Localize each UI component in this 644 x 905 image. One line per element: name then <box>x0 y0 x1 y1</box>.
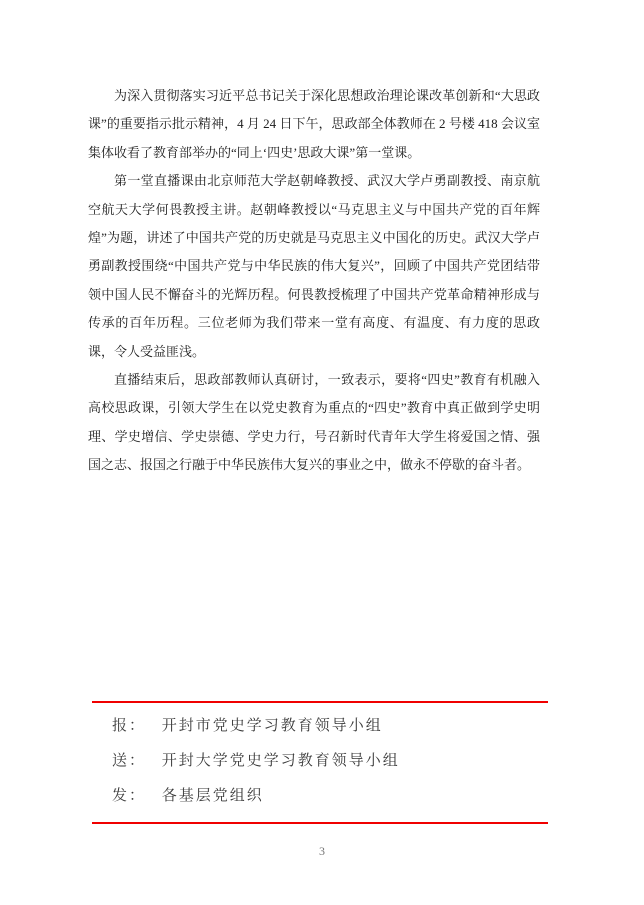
footer-row-report <box>112 709 548 744</box>
footer-row-send <box>112 744 548 779</box>
paragraph-discussion: 直播结束后，思政部教师认真研讨，一致表示，要将“四史”教育有机融入高校思政课，引领大学生在以党史教育为重点的“四史”教育中真正做到学史明理、学史增信、学史崇德、学史力行，号召新时代青年大学生将爱国之情、强国之志、报国之行融于中华民族伟大复兴的事业之中，做永不停歇的奋斗者。 <box>88 372 540 473</box>
footer-label-report: 报： <box>112 718 147 734</box>
paragraph-intro: 为深入贯彻落实习近平总书记关于深化思想政治理论课改革创新和“大思政课”的重要指示批示精神，4 月 24 日下午，思政部全体教师在 2 号楼 418 会议室集体收看了教育部举办的“同上‘四史’思政大课”第一堂课。 <box>88 88 540 160</box>
document-body <box>88 82 540 480</box>
footer-row-distribute <box>112 779 548 814</box>
footer-label-send: 送： <box>112 753 147 769</box>
footer-value-send: 开封大学党史学习教育领导小组 <box>161 753 400 769</box>
paragraph-lecture-summary: 第一堂直播课由北京师范大学赵朝峰教授、武汉大学卢勇副教授、南京航空航天大学何畏教授主讲。赵朝峰教授以“马克思主义与中国共产党的百年辉煌”为题，讲述了中国共产党的历史就是马克思主义中国化的历史。武汉大学卢勇副教授围绕“中国共产党与中华民族的伟大复兴”，回顾了中国共产党团结带领中国人民不懈奋斗的光辉历程。何畏教授梳理了中国共产党革命精神形成与传承的百年历程。三位老师为我们带来一堂有高度、有温度、有力度的思政课，令人受益匪浅。 <box>88 173 540 359</box>
page-number: 3 <box>319 844 325 858</box>
footer-value-distribute: 各基层党组织 <box>161 788 264 804</box>
footer-label-distribute: 发： <box>112 788 147 804</box>
footer-value-report: 开封市党史学习教育领导小组 <box>161 718 383 734</box>
distribution-footer <box>92 701 548 824</box>
